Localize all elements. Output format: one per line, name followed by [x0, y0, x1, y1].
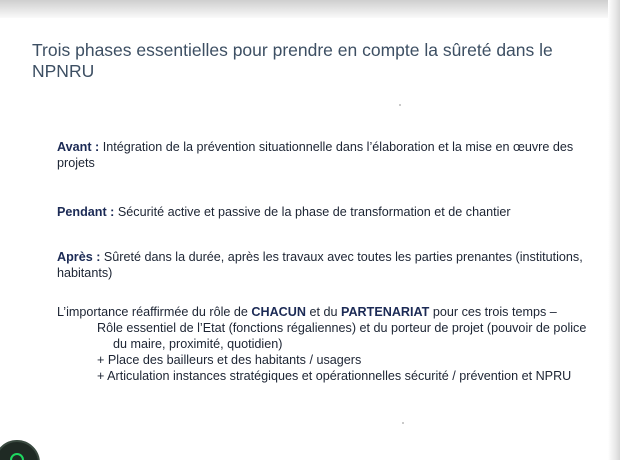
importance-item-etat: Rôle essentiel de l’Etat (fonctions régaliennes) et du porteur de projet (pouvoir de police du maire, proximité, quotidien)	[97, 321, 587, 351]
importance-item-bailleurs: + Place des bailleurs et des habitants / usagers	[97, 353, 362, 367]
phase-avant-text: Intégration de la prévention situationnelle dans l’élaboration et la mise en œuvre des projets	[57, 140, 574, 170]
decorative-dot	[399, 104, 401, 106]
importance-section	[57, 304, 597, 384]
phase-apres	[57, 249, 597, 281]
phase-avant	[57, 139, 597, 171]
phase-pendant	[57, 204, 597, 220]
chacun-emphasis: CHACUN	[251, 305, 306, 319]
importance-middle: et du	[305, 305, 341, 319]
phase-apres-text: Sûreté dans la durée, après les travaux avec toutes les parties prenantes (institutions, habitants)	[57, 250, 583, 280]
importance-prefix: L’importance réaffirmée du rôle de	[57, 305, 252, 319]
importance-suffix: pour ces trois temps –	[429, 305, 557, 319]
window-top-shadow	[0, 0, 620, 20]
slide-title: Trois phases essentielles pour prendre en compte la sûreté dans le NPNRU	[32, 40, 553, 81]
decorative-dot	[402, 422, 404, 424]
importance-sentence	[57, 304, 597, 320]
phase-avant-label: Avant :	[57, 140, 100, 154]
phase-pendant-text: Sécurité active et passive de la phase de transformation et de chantier	[114, 205, 511, 219]
partenariat-emphasis: PARTENARIAT	[340, 305, 430, 319]
phase-apres-label: Après :	[57, 250, 101, 264]
window-right-edge	[608, 0, 620, 460]
importance-item-articulation: + Articulation instances stratégiques et opérationnelles sécurité / prévention et NPRU	[97, 369, 572, 383]
circle-icon	[10, 453, 24, 460]
presentation-slide	[0, 18, 608, 460]
phase-pendant-label: Pendant :	[57, 205, 115, 219]
